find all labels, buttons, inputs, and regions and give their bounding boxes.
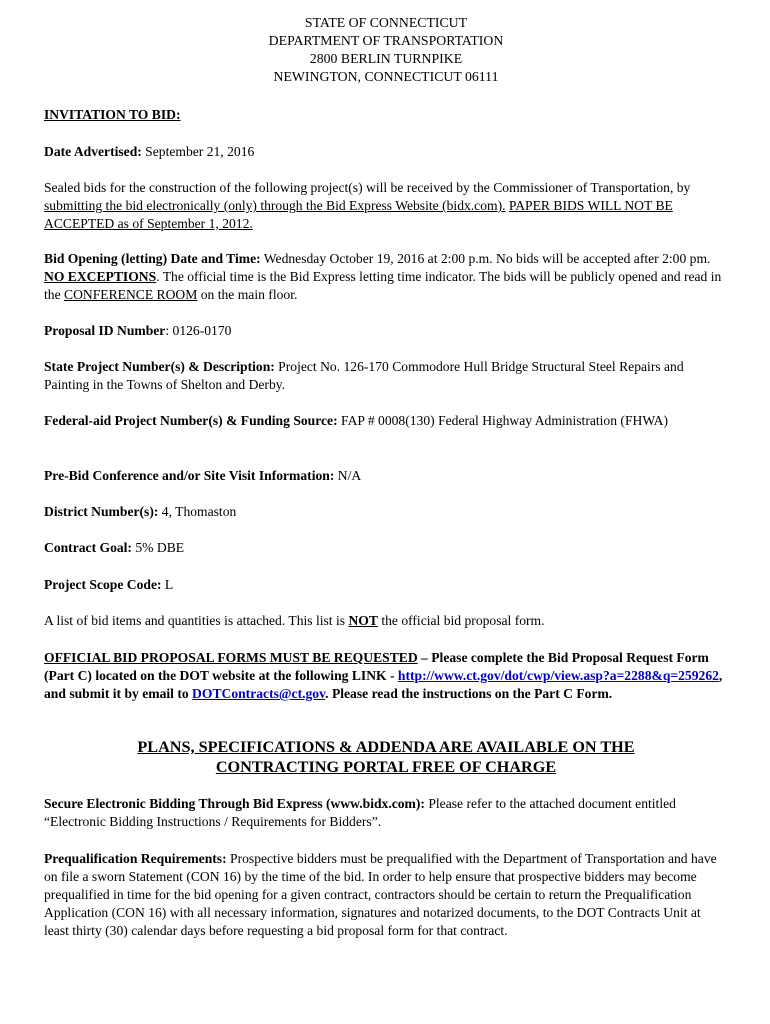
bid-items-text-1: A list of bid items and quantities is attached. This list is [44,613,349,628]
secure-bidding [44,795,728,831]
sealed-bids-text: Sealed bids for the construction of the following project(s) will be received by the Commissioner of Transportation, by [44,180,691,195]
official-forms-paragraph [44,649,728,703]
contract-goal-value: 5% DBE [131,540,185,555]
invitation-title: INVITATION TO BID: [44,107,181,122]
prequalification-value: Prospective bidders must be prequalified with the Department of Transportation and have on file a sworn Statement (CON 16) by the time of the bid. In order to help ensure that prospective bidders may become prequalified in time for the bid opening for a given contract, contractors should be certain to return the Prequalification Application (CON 16) with all necessary information, signatures and notarized documents, to the DOT Contracts Unit at least thirty (30) calendar days before requesting a bid proposal form for that contract. [44,851,717,938]
pre-bid [44,467,728,485]
state-project [44,358,728,394]
conference-room: CONFERENCE ROOM [64,287,198,302]
sealed-bids-paragraph [44,179,728,233]
header-line-4: NEWINGTON, CONNECTICUT 06111 [273,69,499,84]
official-forms-text-3: . Please read the instructions on the Part C Form. [325,686,613,701]
bid-opening-text-2: . The official time is the Bid Express letting time indicator. The bids will be publicly opened and read in the [44,269,722,302]
date-advertised-value: September 21, 2016 [141,144,255,159]
official-forms-text-2: , and submit it by email to [44,668,723,701]
state-project-label: State Project Number(s) & Description: [44,359,275,374]
bid-opening-text-3: on the main floor. [197,287,298,302]
official-forms-text-1: – Please complete the Bid Proposal Request Form (Part C) located on the DOT website at the following LINK - [44,650,709,683]
date-advertised-label: Date Advertised: [44,144,142,159]
official-forms-heading: OFFICIAL BID PROPOSAL FORMS MUST BE REQUESTED [44,650,418,665]
pre-bid-label: Pre-Bid Conference and/or Site Visit Information: [44,468,335,483]
scope-code [44,576,728,594]
bid-opening-paragraph [44,250,728,304]
scope-code-label: Project Scope Code: [44,577,162,592]
agency-header [44,14,728,86]
bid-proposal-link[interactable]: http://www.ct.gov/dot/cwp/view.asp?a=2288&q=259262 [397,668,719,683]
state-project-value: Project No. 126-170 Commodore Hull Bridge Structural Steel Repairs and Painting in the Towns of Shelton and Derby. [44,359,684,392]
paper-bids-note: PAPER BIDS WILL NOT BE ACCEPTED as of September 1, 2012. [44,198,673,231]
bid-opening-label: Bid Opening (letting) Date and Time: [44,251,261,266]
federal-aid [44,412,728,430]
dot-contracts-email-link[interactable]: DOTContracts@ct.gov [192,686,326,701]
proposal-id-label: Proposal ID Number [44,323,166,338]
bid-opening-text-1: Wednesday October 19, 2016 at 2:00 p.m. No bids will be accepted after 2:00 pm. [260,251,711,266]
federal-aid-value: FAP # 0008(130) Federal Highway Administration (FHWA) [337,413,668,428]
proposal-id-value: : 0126-0170 [165,323,232,338]
district-value: 4, Thomaston [158,504,237,519]
bid-items-note [44,612,728,630]
not-emphasis: NOT [348,613,378,628]
scope-code-value: L [161,577,174,592]
plans-heading-line-1: PLANS, SPECIFICATIONS & ADDENDA ARE AVAILABLE ON THE [137,738,635,756]
header-line-1: STATE OF CONNECTICUT [304,15,468,30]
header-line-2: DEPARTMENT OF TRANSPORTATION [268,33,504,48]
proposal-id [44,322,728,340]
contract-goal-label: Contract Goal: [44,540,132,555]
plans-heading-line-2: CONTRACTING PORTAL FREE OF CHARGE [215,758,557,776]
sealed-bids-electronic-note: submitting the bid electronically (only) through the Bid Express Website (bidx.com). [44,198,506,213]
date-advertised [44,143,728,161]
plans-heading [44,737,728,777]
prequalification-label: Prequalification Requirements: [44,851,227,866]
no-exceptions: NO EXCEPTIONS [44,269,157,284]
bid-items-text-2: the official bid proposal form. [377,613,545,628]
prequalification [44,850,728,940]
secure-bidding-value: Please refer to the attached document entitled “Electronic Bidding Instructions / Requirements for Bidders”. [44,796,676,829]
federal-aid-label: Federal-aid Project Number(s) & Funding Source: [44,413,338,428]
district-label: District Number(s): [44,504,159,519]
secure-bidding-label: Secure Electronic Bidding Through Bid Express (www.bidx.com): [44,796,425,811]
pre-bid-value: N/A [334,468,362,483]
district [44,503,728,521]
header-line-3: 2800 BERLIN TURNPIKE [309,51,463,66]
contract-goal [44,539,728,557]
